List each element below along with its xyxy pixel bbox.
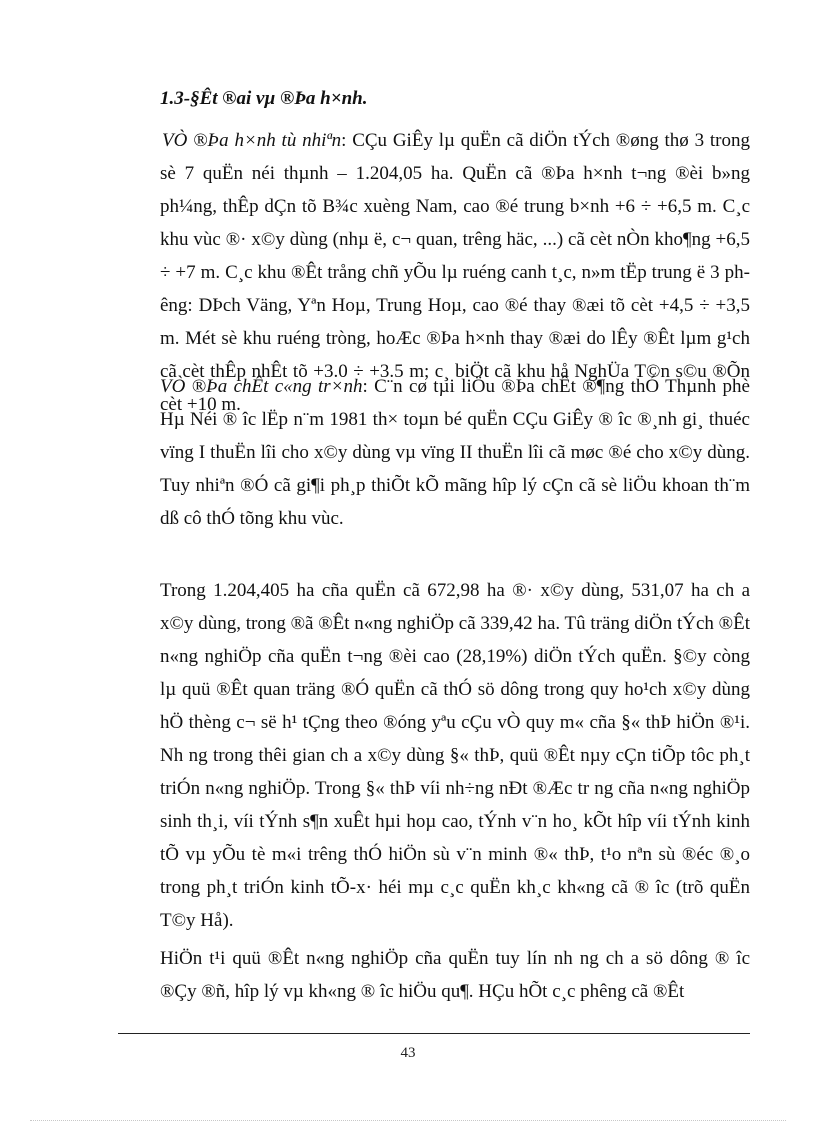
section-heading: 1.3-§Êt ®ai vµ ®Þa h×nh. [160,88,368,109]
page-number: 43 [400,1045,416,1061]
paragraph-land-area [160,574,750,937]
page-edge-divider [30,1120,786,1121]
footer-divider [118,1033,750,1034]
paragraph-text-land-area: Trong 1.204,405 ha cña quËn cã 672,98 ha ®· x©y dùng, 531,07 ha ch a x©y dùng, trong ®ã ®Êt n«ng nghiÖp cã 339,42 ha. Tû träng diÖn tÝch ®Êt n«ng nghiÖp cña quËn t¬ng ®èi cao (28,19%) diÖn tÝch quËn. §©y còng lµ quü ®Êt quan träng ®Ó quËn cã thÓ sö dông trong quy ho¹ch x©y dùng hÖ thèng c¬ së h¹ tÇng theo ®óng yªu cÇu vÒ quy m« cña §« thÞ hiÖn ®¹i. Nh ng trong thêi gian ch a x©y dùng §« thÞ, quü ®Êt nµy cÇn tiÕp tôc ph¸t triÓn n«ng nghiÖp. Trong §« thÞ víi nh÷ng nÐt ®Æc tr ng cña n«ng nghiÖp sinh th¸i, víi tÝnh s¶n xuÊt hµi hoµ cao, tÝnh v¨n ho¸ kÕt hîp víi tÝnh kinh tÕ vµ yÕu tè m«i trêng thÓ hiÖn sù v¨n minh ®« thÞ, t¹o nªn sù ®éc ®¸o trong ph¸t triÓn kinh tÕ-x· héi mµ c¸c quËn kh¸c kh«ng cã ® îc (trõ quËn T©y Hå). [160,580,750,931]
page-body [160,80,750,1002]
paragraph-text-current-land: HiÖn t¹i quü ®Êt n«ng nghiÖp cña quËn tuy lín nh ng ch a sö dông ® îc ®Çy ®ñ, hîp lý vµ kh«ng ® îc hiÖu qu¶. HÇu hÕt c¸c phêng cã ®Êt [160,948,750,1002]
paragraph-text-geology: : C¨n cø tµi liÖu ®Þa chÊt ®¶ng thÓ Thµnh phè Hµ Néi ® îc lËp n¨m 1981 th× toµn bé quËn CÇu GiÊy ® îc ®¸nh gi¸ thuéc vïng I thuËn lîi cho x©y dùng vµ vïng II thuËn lîi cã møc ®é cho x©y dùng. Tuy nhiªn ®Ó cã gi¶i ph¸p thiÕt kÕ mãng hîp lý cÇn cã sè liÖu khoan th¨m dß cô thÓ tõng khu vùc. [160,376,750,529]
paragraph-current-land [160,942,750,1008]
paragraph-geology [160,370,750,535]
paragraph-text-terrain: : CÇu GiÊy lµ quËn cã diÖn tÝch ®øng thø 3 trong sè 7 quËn néi thµnh – 1.204,05 ha. QuËn cã ®Þa h×nh t¬ng ®èi b»ng ph¼ng, thÊp dÇn tõ B¾c xuèng Nam, cao ®é trung b×nh +6 ÷ +6,5 m. C¸c khu vùc ®· x©y dùng (nhµ ë, c¬ quan, trêng häc, ...) cã cèt nÒn kho¶ng +6,5 ÷ +7 m. C¸c khu ®Êt trång chñ yÕu lµ ruéng canh t¸c, n»m tËp trung ë 3 phêng: DÞch Väng, Yªn Hoµ, Trung Hoµ, cao ®é thay ®æi tõ cèt +4,5 ÷ +3,5 m. Mét sè khu ruéng tròng, hoÆc ®Þa h×nh thay ®æi do lÊy ®Êt lµm g¹ch cã cèt thÊp nhÊt tõ +3.0 ÷ +3.5 m; c¸ biÖt cã khu hå NghÜa T©n s©u ®Õn cèt +10 m. [160,130,750,415]
paragraph-lead-terrain: VÒ ®Þa h×nh tù nhiªn [162,130,342,151]
paragraph-lead-geology: VÒ ®Þa chÊt c«ng tr×nh [160,376,363,397]
